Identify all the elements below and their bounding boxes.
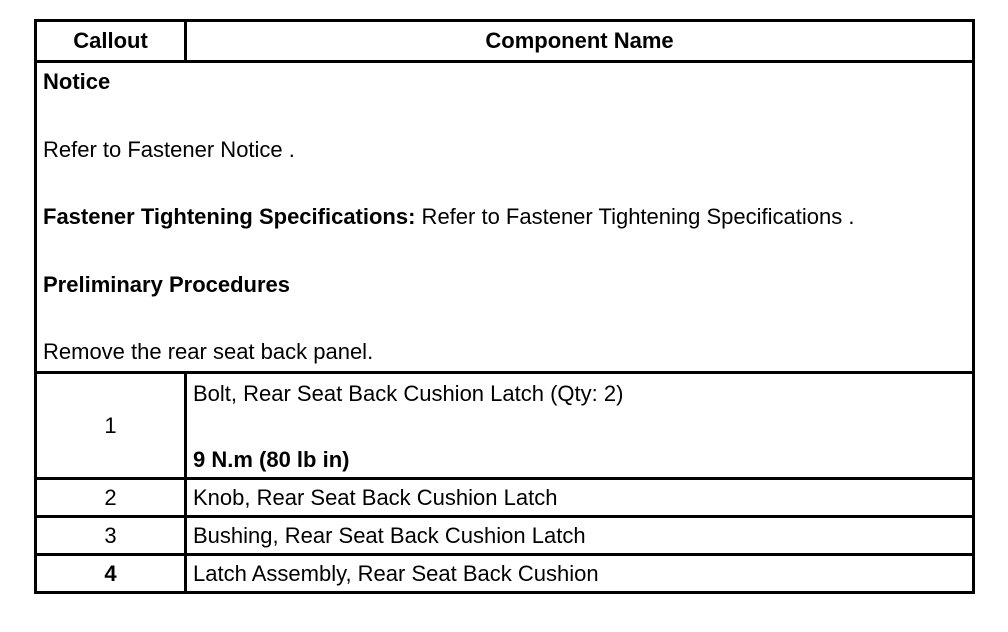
notice-cell: [36, 62, 974, 373]
notice-row: [36, 62, 974, 373]
callout-column-header: Callout: [36, 21, 186, 62]
callout-number: 1: [36, 373, 186, 479]
torque-spec: 9 N.m (80 lb in): [193, 447, 350, 472]
fastener-notice-text: Refer to Fastener Notice .: [43, 136, 295, 162]
table-row: [36, 517, 974, 555]
callout-number: 3: [36, 517, 186, 555]
component-name: Bushing, Rear Seat Back Cushion Latch: [186, 517, 974, 555]
table-row: [36, 373, 974, 479]
component-name: Latch Assembly, Rear Seat Back Cushion: [186, 555, 974, 593]
tightening-spec-label: Fastener Tightening Specifications:: [43, 204, 416, 229]
preliminary-procedures-text: Remove the rear seat back panel.: [43, 339, 374, 364]
component-name: Bolt, Rear Seat Back Cushion Latch (Qty: 2): [193, 381, 624, 406]
preliminary-procedures-title: Preliminary Procedures: [43, 271, 291, 297]
component-name-column-header: Component Name: [186, 21, 974, 62]
tightening-spec-line: [43, 198, 972, 266]
component-name-cell: [186, 373, 974, 479]
table-header-row: [36, 21, 974, 62]
table-row: [36, 555, 974, 593]
component-name: Knob, Rear Seat Back Cushion Latch: [186, 479, 974, 517]
notice-title: Notice: [43, 69, 111, 94]
callout-number: 4: [36, 555, 186, 593]
callout-number: 2: [36, 479, 186, 517]
table-row: [36, 479, 974, 517]
tightening-spec-text: Refer to Fastener Tightening Specifications .: [415, 204, 855, 229]
component-table: [34, 19, 975, 594]
